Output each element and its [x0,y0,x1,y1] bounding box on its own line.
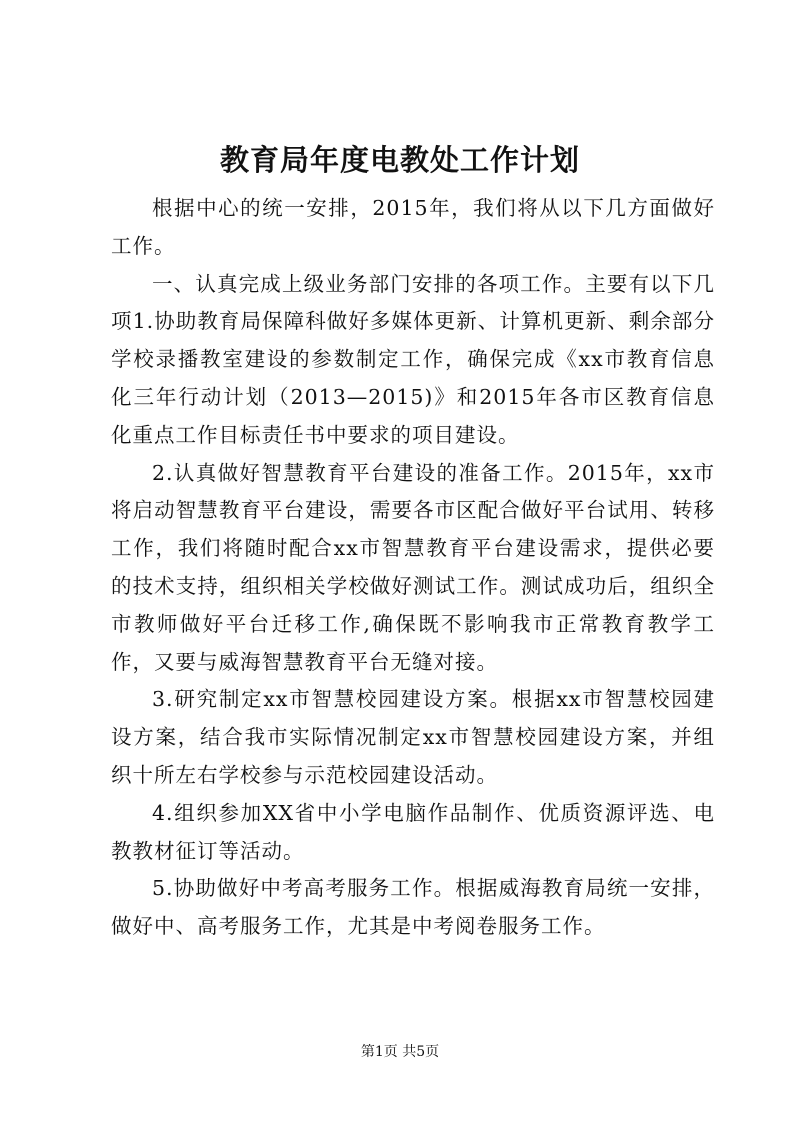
document-body [111,190,715,946]
document-title: 教育局年度电教处工作计划 [219,143,580,177]
paragraph-section-1: 一、认真完成上级业务部门安排的各项工作。主要有以下几项1.协助教育局保障科做好多媒体更新、计算机更新、剩余部分学校录播教室建设的参数制定工作，确保完成《xx市教育信息化三年行动计划（2013—2015)》和2015年各市区教育信息化重点工作目标责任书中要求的项目建设。 [111,271,715,447]
paragraph-item-5: 5.协助做好中考高考服务工作。根据威海教育局统一安排，做好中、高考服务工作，尤其是中考阅卷服务工作。 [111,876,715,939]
paragraph-item-2: 2.认真做好智慧教育平台建设的准备工作。2015年，xx市将启动智慧教育平台建设，需要各市区配合做好平台试用、转移工作，我们将随时配合xx市智慧教育平台建设需求，提供必要的技术支持，组织相关学校做好测试工作。测试成功后，组织全市教师做好平台迁移工作,确保既不影响我市正常教育教学工作，又要与威海智慧教育平台无缝对接。 [111,460,715,674]
page-footer: 第1页 共5页 [360,1044,440,1060]
paragraph-item-4: 4.组织参加XX省中小学电脑作品制作、优质资源评选、电教教材征订等活动。 [111,800,715,863]
paragraph-intro: 根据中心的统一安排，2015年，我们将从以下几方面做好工作。 [111,196,715,258]
paragraph-item-3: 3.研究制定xx市智慧校园建设方案。根据xx市智慧校园建设方案，结合我市实际情况制定xx市智慧校园建设方案，并组织十所左右学校参与示范校园建设活动。 [111,687,715,787]
